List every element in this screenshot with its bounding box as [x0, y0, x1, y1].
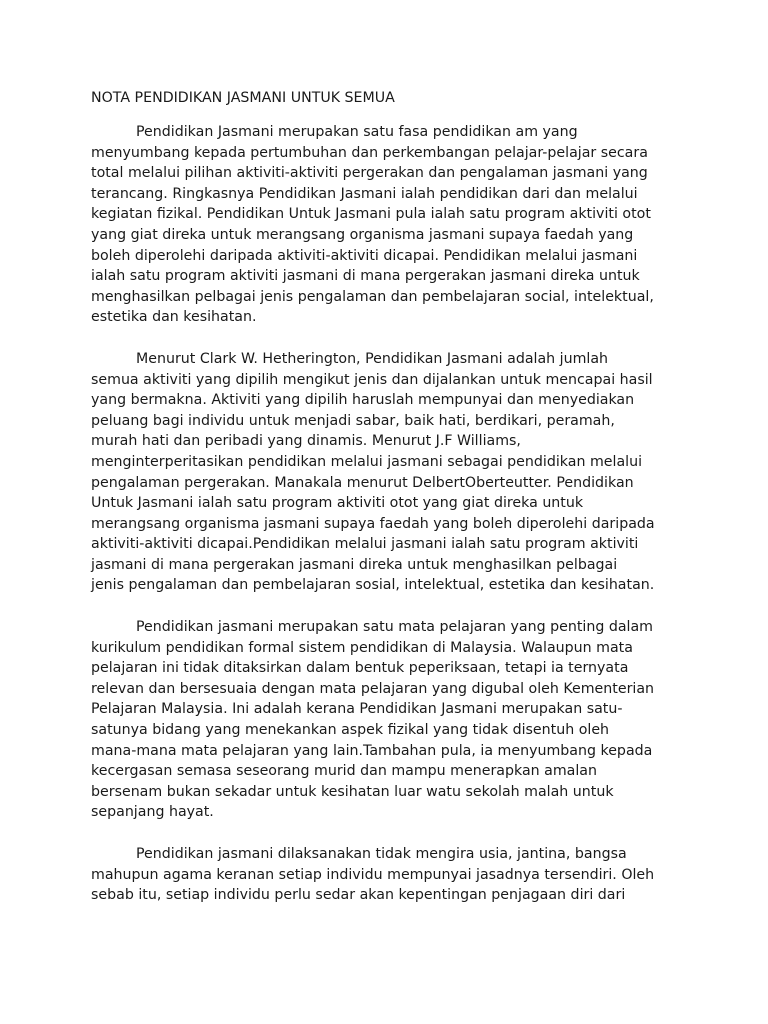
text-line: kegiatan fizikal. Pendidikan Untuk Jasmani pula ialah satu program aktiviti otot — [91, 206, 651, 223]
text-line: pelajaran ini tidak ditaksirkan dalam bentuk peperiksaan, tetapi ia ternyata — [91, 660, 629, 677]
text-line: menyumbang kepada pertumbuhan dan perkembangan pelajar-pelajar secara — [91, 144, 648, 161]
text-line: Pendidikan jasmani dilaksanakan tidak mengira usia, jantina, bangsa — [136, 846, 627, 862]
text-line: menginterperitasikan pendidikan melalui jasmani sebagai pendidikan melalui — [91, 453, 643, 470]
text-line: jasmani di mana pergerakan jasmani direka untuk menghasilkan pelbagai — [91, 556, 618, 573]
text-line: Pelajaran Malaysia. Ini adalah kerana Pendidikan Jasmani merupakan satu- — [91, 701, 623, 718]
text-line: sepanjang hayat. — [91, 804, 214, 821]
text-line: kecergasan semasa seseorang murid dan mampu menerapkan amalan — [91, 763, 597, 780]
text-line: bersenam bukan sekadar untuk kesihatan luar watu sekolah malah untuk — [91, 783, 614, 800]
paragraph-1 — [91, 122, 691, 328]
text-line: menghasilkan pelbagai jenis pengalaman dan pembelajaran social, intelektual, — [91, 288, 654, 305]
text-line: Pendidikan jasmani merupakan satu mata pelajaran yang penting dalam — [136, 619, 654, 636]
paragraph-4 — [91, 844, 691, 906]
paragraph-2 — [91, 349, 691, 596]
document-title: NOTA PENDIDIKAN JASMANI UNTUK SEMUA — [91, 90, 395, 106]
text-line: sebab itu, setiap individu perlu sedar akan kepentingan penjagaan diri dari — [91, 887, 626, 904]
text-line: kurikulum pendidikan formal sistem pendidikan di Malaysia. Walaupun mata — [91, 639, 633, 656]
text-line: boleh diperolehi daripada aktiviti-aktiviti dicapai. Pendidikan melalui jasmani — [91, 247, 638, 264]
text-line: ialah satu program aktiviti jasmani di mana pergerakan jasmani direka untuk — [91, 268, 640, 285]
text-line: estetika dan kesihatan. — [91, 309, 257, 326]
text-line: Menurut Clark W. Hetherington, Pendidikan Jasmani adalah jumlah — [136, 350, 609, 367]
paragraph-3 — [91, 617, 691, 823]
text-line: Untuk Jasmani ialah satu program aktiviti otot yang giat direka untuk — [91, 495, 584, 512]
text-line: total melalui pilihan aktiviti-aktiviti pergerakan dan pengalaman jasmani yang — [91, 165, 648, 182]
text-line: Pendidikan Jasmani merupakan satu fasa pendidikan am yang — [136, 124, 578, 140]
text-line: satunya bidang yang menekankan aspek fizikal yang tidak disentuh oleh — [91, 722, 610, 739]
text-line: yang bermakna. Aktiviti yang dipilih haruslah mempunyai dan menyediakan — [91, 392, 635, 409]
text-line: terancang. Ringkasnya Pendidikan Jasmani ialah pendidikan dari dan melalui — [91, 185, 638, 202]
text-line: mahupun agama keranan setiap individu mempunyai jasadnya tersendiri. Oleh — [91, 866, 655, 883]
text-line: relevan dan bersesuaia dengan mata pelajaran yang digubal oleh Kementerian — [91, 680, 655, 697]
text-line: peluang bagi individu untuk menjadi sabar, baik hati, berdikari, peramah, — [91, 412, 615, 429]
text-line: jenis pengalaman dan pembelajaran sosial, intelektual, estetika dan kesihatan. — [91, 577, 655, 594]
text-line: murah hati dan peribadi yang dinamis. Menurut J.F Williams, — [91, 433, 521, 450]
document-body — [91, 88, 691, 927]
text-line: pengalaman pergerakan. Manakala menurut DelbertOberteutter. Pendidikan — [91, 474, 634, 491]
paragraph-container — [91, 122, 691, 906]
text-line: semua aktiviti yang dipilih mengikut jenis dan dijalankan untuk mencapai hasil — [91, 371, 653, 388]
text-line: mana-mana mata pelajaran yang lain.Tambahan pula, ia menyumbang kepada — [91, 742, 653, 759]
text-line: yang giat direka untuk merangsang organisma jasmani supaya faedah yang — [91, 226, 634, 243]
text-line: merangsang organisma jasmani supaya faedah yang boleh diperolehi daripada — [91, 515, 655, 532]
text-line: aktiviti-aktiviti dicapai.Pendidikan melalui jasmani ialah satu program aktiviti — [91, 536, 639, 553]
